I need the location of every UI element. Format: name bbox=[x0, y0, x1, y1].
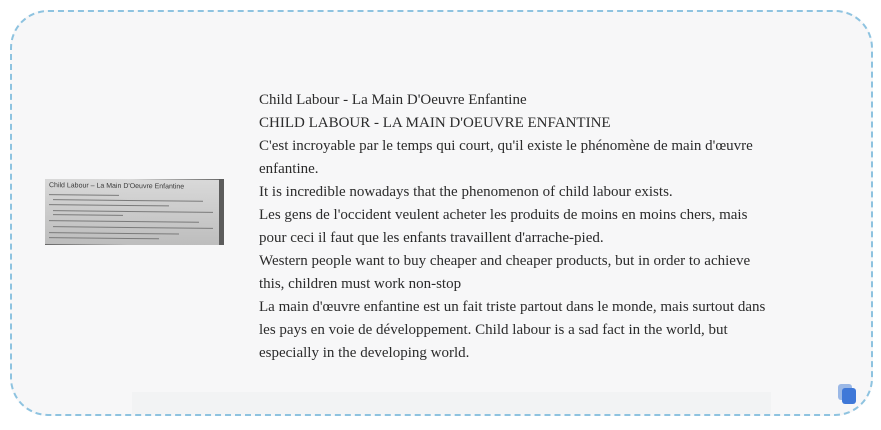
thumbnail-line bbox=[53, 199, 203, 202]
thumbnail-paper bbox=[45, 179, 219, 245]
card-footer-shade bbox=[132, 392, 771, 414]
copy-icon-front bbox=[842, 388, 856, 404]
thumbnail-line bbox=[49, 220, 199, 223]
content-card bbox=[10, 10, 873, 416]
article-paragraph: Western people want to buy cheaper and cheaper products, but in order to achieve this, children must work non-stop bbox=[259, 253, 751, 292]
thumbnail-line bbox=[49, 237, 159, 239]
thumbnail-line bbox=[53, 210, 213, 213]
article-paragraph: Les gens de l'occident veulent acheter les produits de moins en moins chers, mais pour ceci il faut que les enfants travaillent d'arrache-pied. bbox=[259, 207, 748, 246]
thumbnail-title: Child Labour – La Main D'Oeuvre Enfantine bbox=[49, 182, 185, 191]
article-heading: CHILD LABOUR - LA MAIN D'OEUVRE ENFANTINE bbox=[259, 115, 611, 131]
article-text bbox=[259, 89, 769, 365]
thumbnail-line bbox=[53, 226, 213, 229]
thumbnail-line bbox=[49, 194, 119, 196]
article-title: Child Labour - La Main D'Oeuvre Enfantine bbox=[259, 92, 527, 108]
article-paragraph: C'est incroyable par le temps qui court, qu'il existe le phénomène de main d'œuvre enfantine. bbox=[259, 138, 753, 177]
thumbnail-line bbox=[49, 204, 169, 206]
article-paragraph: La main d'œuvre enfantine est un fait triste partout dans le monde, mais surtout dans les pays en voie de développement. Child labour is a sad fact in the world, but especially in the developing world. bbox=[259, 299, 766, 361]
document-thumbnail[interactable] bbox=[45, 179, 224, 245]
thumbnail-line bbox=[49, 232, 179, 234]
thumbnail-line bbox=[53, 214, 123, 216]
article-paragraph: It is incredible nowadays that the phenomenon of child labour exists. bbox=[259, 184, 673, 200]
copy-icon[interactable] bbox=[838, 384, 856, 404]
